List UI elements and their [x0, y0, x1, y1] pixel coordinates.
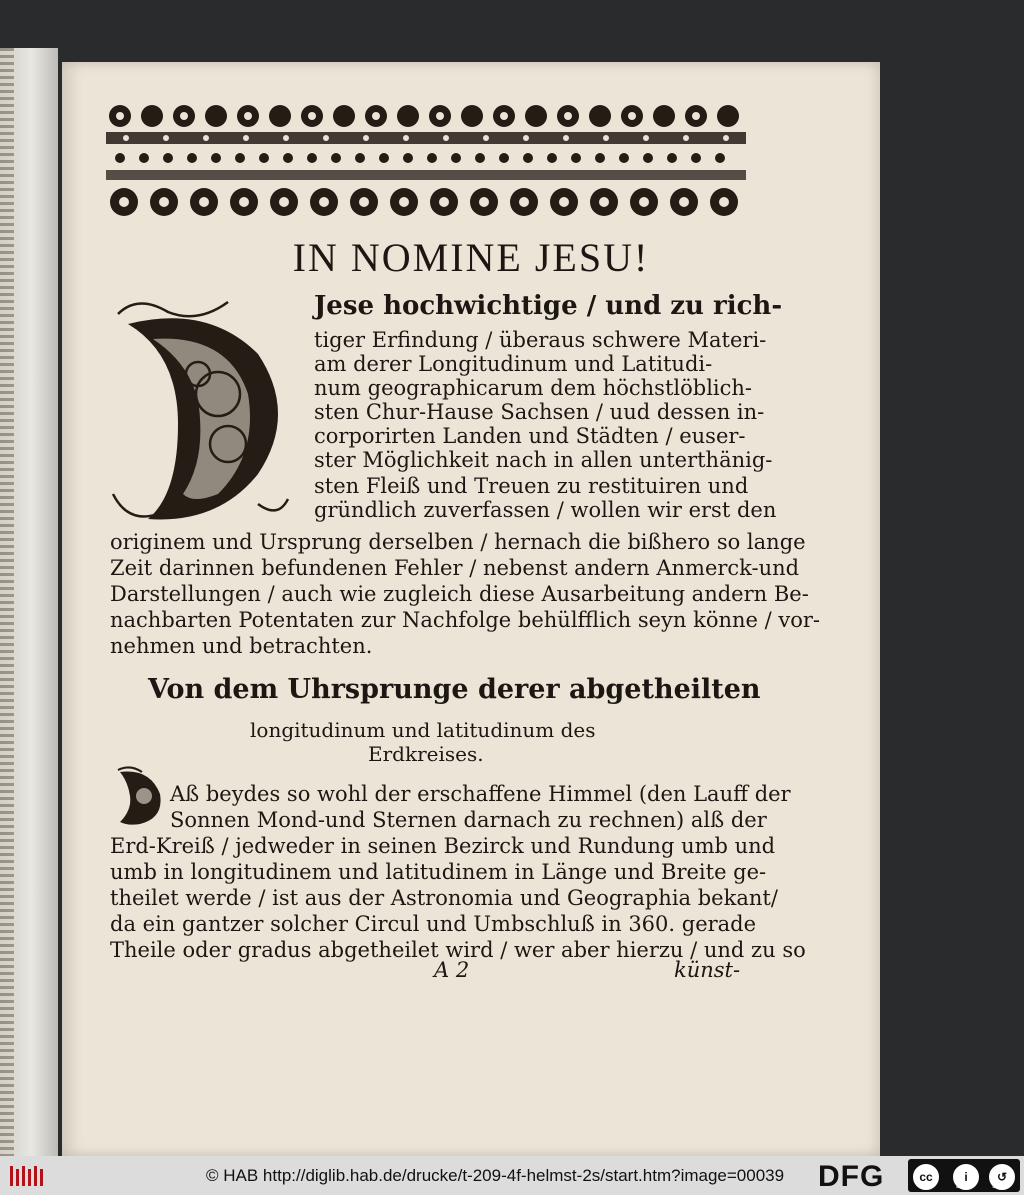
left-page-edge: [0, 48, 58, 1156]
paragraph-line: umb in longitudinem und latitudinem in Länge und Breite ge-: [110, 860, 767, 884]
paragraph-line: sten Fleiß und Treuen zu restituiren und: [314, 474, 749, 498]
paragraph-line: Sonnen Mond-und Sternen darnach zu rechnen) alß der: [170, 808, 767, 832]
paragraph-line: Theile oder gradus abgetheilet wird / wer aber hierzu / und zu so: [110, 938, 806, 962]
book-page: [62, 62, 880, 1156]
paragraph-line: Jese hochwichtige / und zu rich-: [314, 291, 783, 321]
paragraph-line: originem und Ursprung derselben / hernach die bißhero so lange: [110, 530, 806, 554]
paragraph-line: am derer Longitudinum und Latitudi-: [314, 352, 713, 376]
section-subheading: Von dem Uhrsprunge derer abgetheilten: [148, 674, 761, 705]
paragraph-line: num geographicarum dem höchstlöblich-: [314, 376, 753, 400]
footer-bar: [0, 1156, 1024, 1195]
paragraph-line: Erd-Kreiß / jedweder in seinen Bezirck und Rundung umb und: [110, 834, 776, 858]
decorated-initial-d-icon: [108, 294, 294, 530]
page-signature: A 2: [434, 958, 470, 982]
paragraph-line: ster Möglichkeit nach in allen unterthänig-: [314, 448, 773, 472]
cc-icon: cc: [911, 1162, 941, 1192]
dfg-logo: DFG: [818, 1160, 885, 1193]
catchword: künst-: [674, 958, 741, 982]
paragraph-line: Darstellungen / auch wie zugleich diese Ausarbeitung andern Be-: [110, 582, 809, 606]
paragraph-line: tiger Erfindung / überaus schwere Materi-: [314, 328, 767, 352]
license-by-label: BY: [956, 1183, 966, 1190]
paragraph-line: nachbarten Potentaten zur Nachfolge behülfflich seyn könne / vor-: [110, 608, 821, 632]
decorative-border-ornament: [106, 98, 746, 222]
paragraph-line: theilet werde / ist aus der Astronomia und Geographia bekant/: [110, 886, 778, 910]
sa-icon: ↺: [987, 1162, 1017, 1192]
page-heading: IN NOMINE JESU!: [292, 235, 650, 280]
paragraph-line: Zeit darinnen befundenen Fehler / nebenst andern Anmerck-und: [110, 556, 800, 580]
paragraph-line: corporirten Landen und Städten / euser-: [314, 424, 746, 448]
section-subheading-line2: longitudinum und latitudinum des: [250, 718, 596, 742]
by-icon: i: [951, 1162, 981, 1192]
section-subheading-line3: Erdkreises.: [368, 742, 484, 766]
paragraph-line: sten Chur-Hause Sachsen / uud dessen in-: [314, 400, 765, 424]
paragraph-line: Aß beydes so wohl der erschaffene Himmel (den Lauff der: [170, 782, 791, 806]
cc-license-badge[interactable]: [908, 1159, 1020, 1192]
license-sa-label: SA: [992, 1183, 1002, 1190]
copyright-link[interactable]: © HAB http://diglib.hab.de/drucke/t-209-4f-helmst-2s/start.htm?image=00039: [206, 1166, 785, 1185]
hab-logo-icon: [8, 1163, 48, 1189]
decorated-initial-d-small-icon: [116, 766, 166, 828]
paragraph-line: gründlich zuverfassen / wollen wir erst den: [314, 498, 777, 522]
paragraph-line: da ein gantzer solcher Circul und Umbschluß in 360. gerade: [110, 912, 757, 936]
paragraph-line: nehmen und betrachten.: [110, 634, 373, 658]
